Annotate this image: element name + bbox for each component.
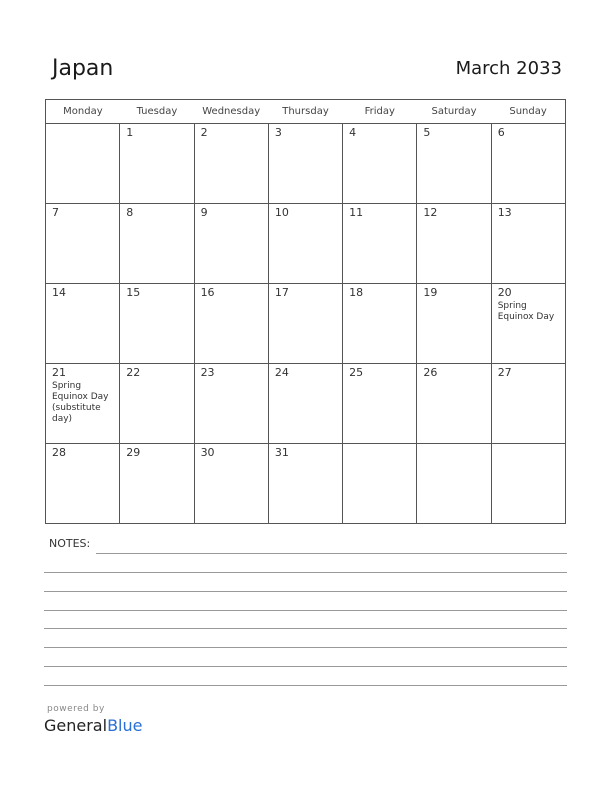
day-number: 15 [126,286,141,299]
day-cell [120,124,194,204]
day-number: 5 [423,126,431,139]
day-cell [46,444,120,524]
notes-line [44,647,567,648]
day-cell [194,124,268,204]
day-cell [491,364,565,444]
day-cell [417,444,491,524]
day-cell [46,204,120,284]
day-number: 12 [423,206,438,219]
day-number: 19 [423,286,438,299]
day-cell [268,124,342,204]
weekday-wednesday: Wednesday [194,100,268,124]
week-row [46,124,566,204]
day-cell [120,284,194,364]
brand-general-text: General [44,716,108,735]
day-number: 29 [126,446,141,459]
weekday-tuesday: Tuesday [120,100,194,124]
weekday-friday: Friday [343,100,417,124]
week-row [46,284,566,364]
day-number: 4 [349,126,357,139]
country-title: Japan [52,56,114,81]
day-number: 2 [200,126,208,139]
week-row [46,204,566,284]
day-cell [194,284,268,364]
day-cell [120,444,194,524]
day-cell [417,204,491,284]
holiday-label: Spring Equinox Day (substitute day) [52,381,109,424]
day-cell [343,364,417,444]
weekday-sunday: Sunday [491,100,565,124]
brand-blue-text: Blue [107,716,143,735]
day-cell [343,284,417,364]
day-number: 16 [200,286,215,299]
day-cell [46,284,120,364]
day-number: 9 [200,206,208,219]
day-cell [491,204,565,284]
day-cell [343,204,417,284]
day-cell [46,124,120,204]
weekday-monday: Monday [46,100,120,124]
notes-line [44,685,567,686]
day-number: 17 [274,286,289,299]
day-number: 1 [126,126,134,139]
notes-line [44,591,567,592]
day-cell [194,364,268,444]
day-number: 30 [200,446,215,459]
day-cell [268,364,342,444]
powered-by-text: powered by [47,704,105,714]
day-cell [491,124,565,204]
day-cell [417,364,491,444]
day-number: 21 [52,366,66,379]
notes-line [44,666,567,667]
day-number: 28 [52,446,66,459]
notes-line [44,610,567,611]
notes-line [44,572,567,573]
month-year-title: March 2033 [455,58,562,79]
day-number: 3 [274,126,282,139]
day-number: 14 [52,286,66,299]
notes-label: NOTES: [49,537,91,550]
notes-line [44,628,567,629]
week-row [46,364,566,444]
day-number: 6 [497,126,505,139]
day-number: 27 [497,366,512,379]
holiday-label: Spring Equinox Day [497,301,555,322]
weekday-header-row [46,100,566,124]
day-number: 10 [274,206,289,219]
day-cell [343,444,417,524]
day-cell [120,364,194,444]
notes-line [96,553,567,554]
day-cell [268,284,342,364]
day-cell [120,204,194,284]
day-cell [46,364,120,444]
day-cell [268,444,342,524]
day-cell [194,204,268,284]
week-row [46,444,566,524]
day-number: 22 [126,366,141,379]
day-cell [194,444,268,524]
day-cell [491,444,565,524]
day-cell [417,284,491,364]
day-number: 18 [349,286,364,299]
calendar-grid [45,99,566,524]
day-number: 20 [497,286,512,299]
day-cell [417,124,491,204]
day-number: 24 [274,366,289,379]
day-cell [268,204,342,284]
day-number: 26 [423,366,438,379]
day-number: 23 [200,366,215,379]
day-number: 13 [497,206,512,219]
day-number: 8 [126,206,134,219]
day-number: 11 [349,206,364,219]
brand-logo [44,716,142,736]
day-number: 25 [349,366,364,379]
day-cell [343,124,417,204]
weekday-thursday: Thursday [268,100,342,124]
weekday-saturday: Saturday [417,100,491,124]
day-number: 31 [274,446,289,459]
day-cell [491,284,565,364]
day-number: 7 [52,206,59,219]
